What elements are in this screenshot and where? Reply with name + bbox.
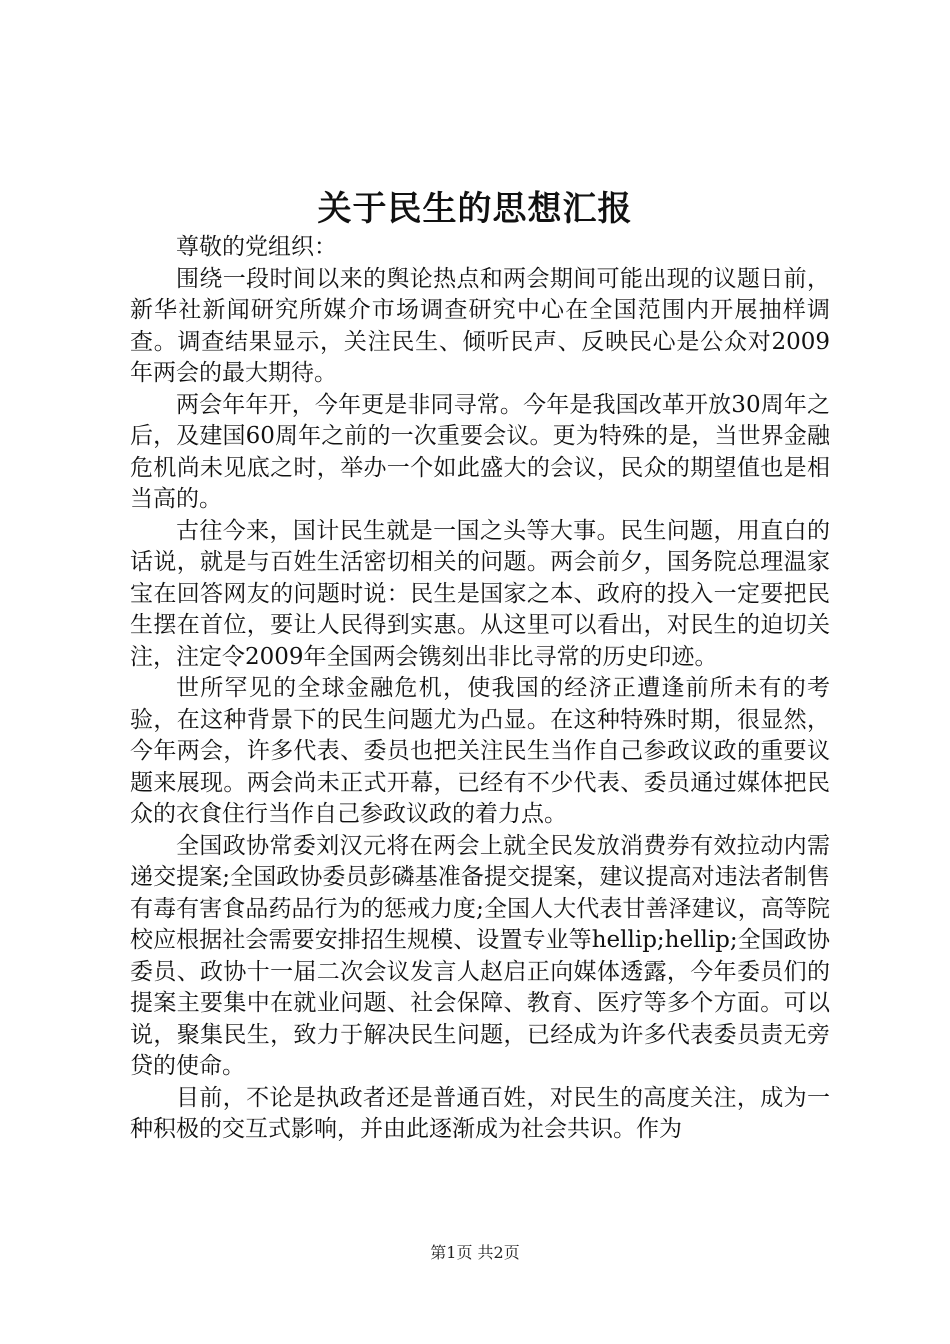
paragraph-2: 两会年年开，今年更是非同寻常。今年是我国改革开放30周年之后，及建国60周年之前的一次重要会议。更为特殊的是，当世界金融危机尚未见底之时，举办一个如此盛大的会议，民众的期望值也是相当高的。: [130, 391, 830, 512]
salutation: 尊敬的党组织：: [176, 234, 337, 260]
page-footer: 第1页 共2页: [430, 1243, 520, 1262]
paragraph-5: 全国政协常委刘汉元将在两会上就全民发放消费券有效拉动内需递交提案;全国政协委员彭磷基准备提交提案，建议提高对违法者制售有毒有害食品药品行为的惩戒力度;全国人大代表甘善泽建议，高等院校应根据社会需要安排招生规模、设置专业等hellip;hellip;全国政协委员、政协十一届二次会议发言人赵启正向媒体透露，今年委员们的提案主要集中在就业问题、社会保障、教育、医疗等多个方面。可以说，聚集民生，致力于解决民生问题，已经成为许多代表委员责无旁贷的使命。: [130, 832, 830, 1079]
document-title: 关于民生的思想汇报: [317, 189, 633, 229]
paragraph-1: 围绕一段时间以来的舆论热点和两会期间可能出现的议题日前，新华社新闻研究所媒介市场调查研究中心在全国范围内开展抽样调查。调查结果显示，关注民生、倾听民声、反映民心是公众对2009年两会的最大期待。: [130, 265, 830, 386]
document-body: [130, 232, 830, 1146]
paragraph-4: 世所罕见的全球金融危机，使我国的经济正遭逢前所未有的考验，在这种背景下的民生问题尤为凸显。在这种特殊时期，很显然，今年两会，许多代表、委员也把关注民生当作自己参政议政的重要议题来展现。两会尚未正式开幕，已经有不少代表、委员通过媒体把民众的衣食住行当作自己参政议政的着力点。: [130, 675, 830, 827]
paragraph-3: 古往今来，国计民生就是一国之头等大事。民生问题，用直白的话说，就是与百姓生活密切相关的问题。两会前夕，国务院总理温家宝在回答网友的问题时说：民生是国家之本、政府的投入一定要把民生摆在首位，要让人民得到实惠。从这里可以看出，对民生的迫切关注，注定令2009年全国两会镌刻出非比寻常的历史印迹。: [130, 517, 830, 670]
paragraph-6: 目前，不论是执政者还是普通百姓，对民生的高度关注，成为一种积极的交互式影响，并由此逐渐成为社会共识。作为: [130, 1084, 830, 1142]
